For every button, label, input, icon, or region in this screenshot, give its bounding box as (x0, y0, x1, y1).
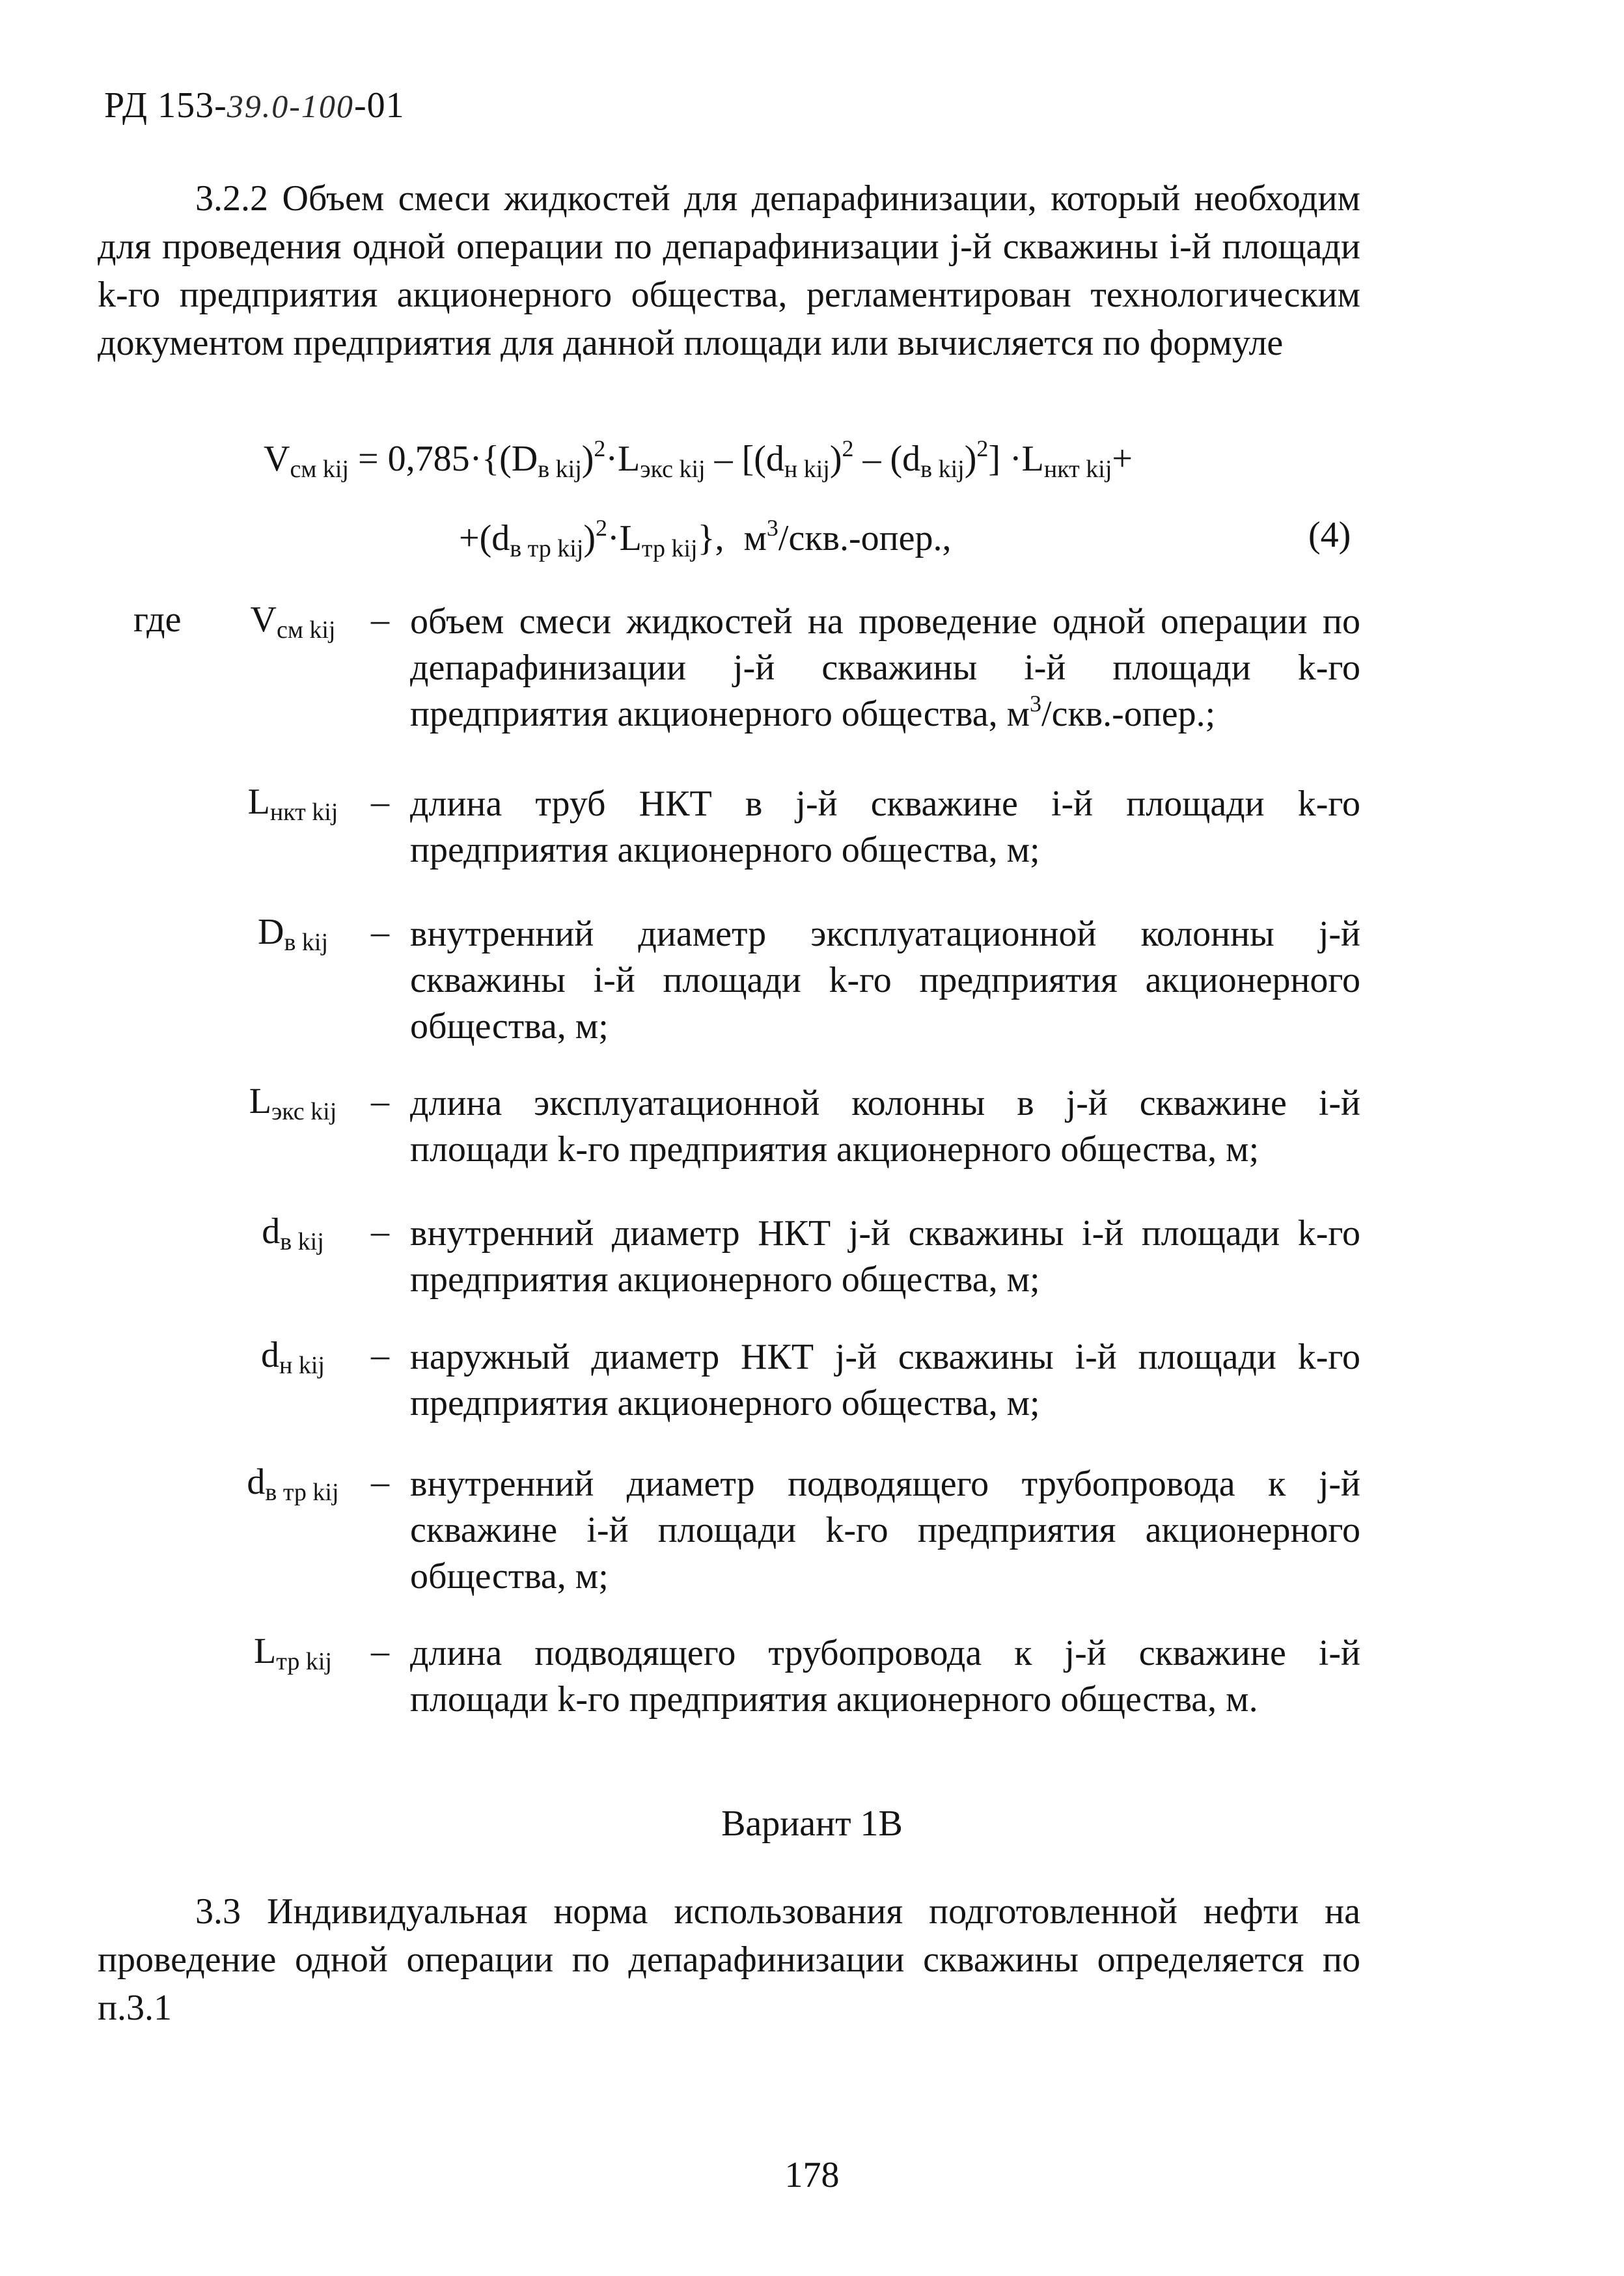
document-code (104, 85, 405, 126)
f-close1: ) (581, 439, 594, 479)
f2-unit-pre: м (743, 518, 767, 558)
def-sub: нкт kij (269, 799, 338, 826)
def-text-lnkt: длина труб НКТ в j-й скважине i-й площади k-го предприятия акционерного общества, м; (410, 784, 1360, 870)
def-base: d (247, 1462, 266, 1502)
def-base: V (250, 599, 277, 640)
f2-ltr-sub: тр kij (641, 535, 698, 562)
f-sq3: 2 (976, 435, 989, 461)
def-text-dn: наружный диаметр НКТ j-й скважины i-й площади k-го предприятия акционерного общества, м; (410, 1337, 1360, 1423)
f2-unit-sup: 3 (766, 515, 778, 541)
def-text-dvtr: внутренний диаметр подводящего трубопровода к j-й скважине i-й площади k-го предприятия акционерного общества, м; (410, 1464, 1360, 1597)
paragraph-3-3-text: 3.3 Индивидуальная норма использования подготовленной нефти на проведение одной операции по депарафинизации скважины определяется по п.3.1 (98, 1891, 1360, 2028)
paragraph-3-2-2-text: 3.2.2 Объем смеси жидкостей для депарафинизации, который необходим для проведения одной операции по депарафинизации j-й скважины i-й площади k-го предприятия акционерного общества, регламентирован технологическим документом предприятия для данной площади или вычисляется по формуле (98, 178, 1360, 363)
def-symbol-lnkt (221, 781, 365, 827)
def-base: D (257, 912, 284, 952)
def-text-post: /скв.-опер.; (1041, 694, 1216, 734)
f-close3: ) (964, 439, 977, 479)
def-sub: н kij (279, 1352, 325, 1379)
def-base: d (261, 1335, 280, 1375)
formula-line-2 (459, 514, 951, 563)
def-base: d (262, 1211, 281, 1252)
f2-open: +(d (459, 518, 510, 558)
f-dv-sub: в kij (920, 456, 965, 483)
def-sub: см kij (276, 616, 336, 644)
f-v: V (264, 439, 290, 479)
def-symbol-vsm (221, 599, 365, 644)
f2-dot: ·L (607, 518, 642, 558)
equation-number: (4) (1308, 515, 1351, 555)
def-symbol-dvn (221, 1211, 365, 1256)
def-dash: – (371, 1081, 389, 1121)
formula-line-1 (264, 435, 1133, 484)
f2-dvtr-sub: в тр kij (510, 535, 584, 562)
f-dot1: ·L (605, 439, 640, 479)
def-sub: в kij (280, 1228, 324, 1255)
def-symbol-leks (221, 1080, 365, 1126)
paragraph-3-3 (98, 1887, 1360, 2032)
f-plus: + (1112, 439, 1133, 479)
def-text-pre: объем смеси жидкостей на проведение одной операции по депарафинизации j-й скважины i-й площади k-го предприятия акционерного общества, м (410, 601, 1360, 734)
variant-heading: Вариант 1В (721, 1803, 903, 1844)
def-text-dv: внутренний диаметр эксплуатационной колонны j-й скважины i-й площади k-го предприятия акционерного общества, м; (410, 914, 1360, 1047)
page-number: 178 (784, 2155, 840, 2195)
f-minus: – [(d (705, 439, 784, 479)
f-sq2: 2 (842, 435, 854, 461)
def-dash: – (371, 1462, 389, 1502)
paragraph-3-2-2 (98, 174, 1360, 367)
f-minus2: – (d (853, 439, 921, 479)
code-suffix: -01 (353, 85, 405, 126)
f-close2: ) (829, 439, 842, 479)
def-base: L (247, 782, 270, 822)
def-sub: экс kij (271, 1098, 337, 1125)
def-sub: в тр kij (265, 1479, 339, 1506)
def-text-ltr: длина подводящего трубопровода к j-й скважине i-й площади k-го предприятия акционерного общества, м. (410, 1633, 1360, 1720)
f2-close: ) (583, 518, 596, 558)
def-dash: – (371, 1335, 389, 1375)
def-text-leks: длина эксплуатационной колонны в j-й скважине i-й площади k-го предприятия акционерного общества, м; (410, 1083, 1360, 1170)
code-prefix: РД 153- (104, 85, 227, 126)
f-v-sub: см kij (290, 456, 349, 483)
f2-sq: 2 (596, 515, 608, 541)
def-sub: в kij (284, 929, 328, 956)
def-dash: – (371, 912, 389, 952)
f2-unit-post: /скв.-опер., (778, 518, 952, 558)
def-base: L (254, 1631, 277, 1671)
f-lnkt-sub: нкт kij (1043, 456, 1112, 483)
def-base: L (249, 1081, 271, 1121)
def-dash: – (371, 599, 389, 640)
f-lex-sub: экс kij (640, 456, 706, 483)
def-symbol-dn (221, 1334, 365, 1380)
f-close4: ] ·L (988, 439, 1044, 479)
def-symbol-dv (221, 911, 365, 957)
def-symbol-dvtr (221, 1461, 365, 1507)
def-dash: – (371, 1211, 389, 1252)
f-dn-sub: н kij (784, 456, 830, 483)
f-d-sub: в kij (538, 456, 582, 483)
def-sub: тр kij (276, 1648, 332, 1675)
def-dash: – (371, 1631, 389, 1671)
code-handwritten: 39.0-100 (227, 88, 354, 124)
def-dash: – (371, 782, 389, 822)
f-eq: = 0,785·{(D (348, 439, 538, 479)
def-text-vsm (410, 599, 1360, 737)
f-sq1: 2 (594, 435, 606, 461)
def-text-dvn: внутренний диаметр НКТ j-й скважины i-й площади k-го предприятия акционерного общества, м; (410, 1213, 1360, 1300)
where-label: где (133, 599, 182, 640)
def-text-sup: 3 (1030, 691, 1042, 717)
def-symbol-ltr (221, 1630, 365, 1676)
f2-brace: }, (697, 518, 724, 558)
